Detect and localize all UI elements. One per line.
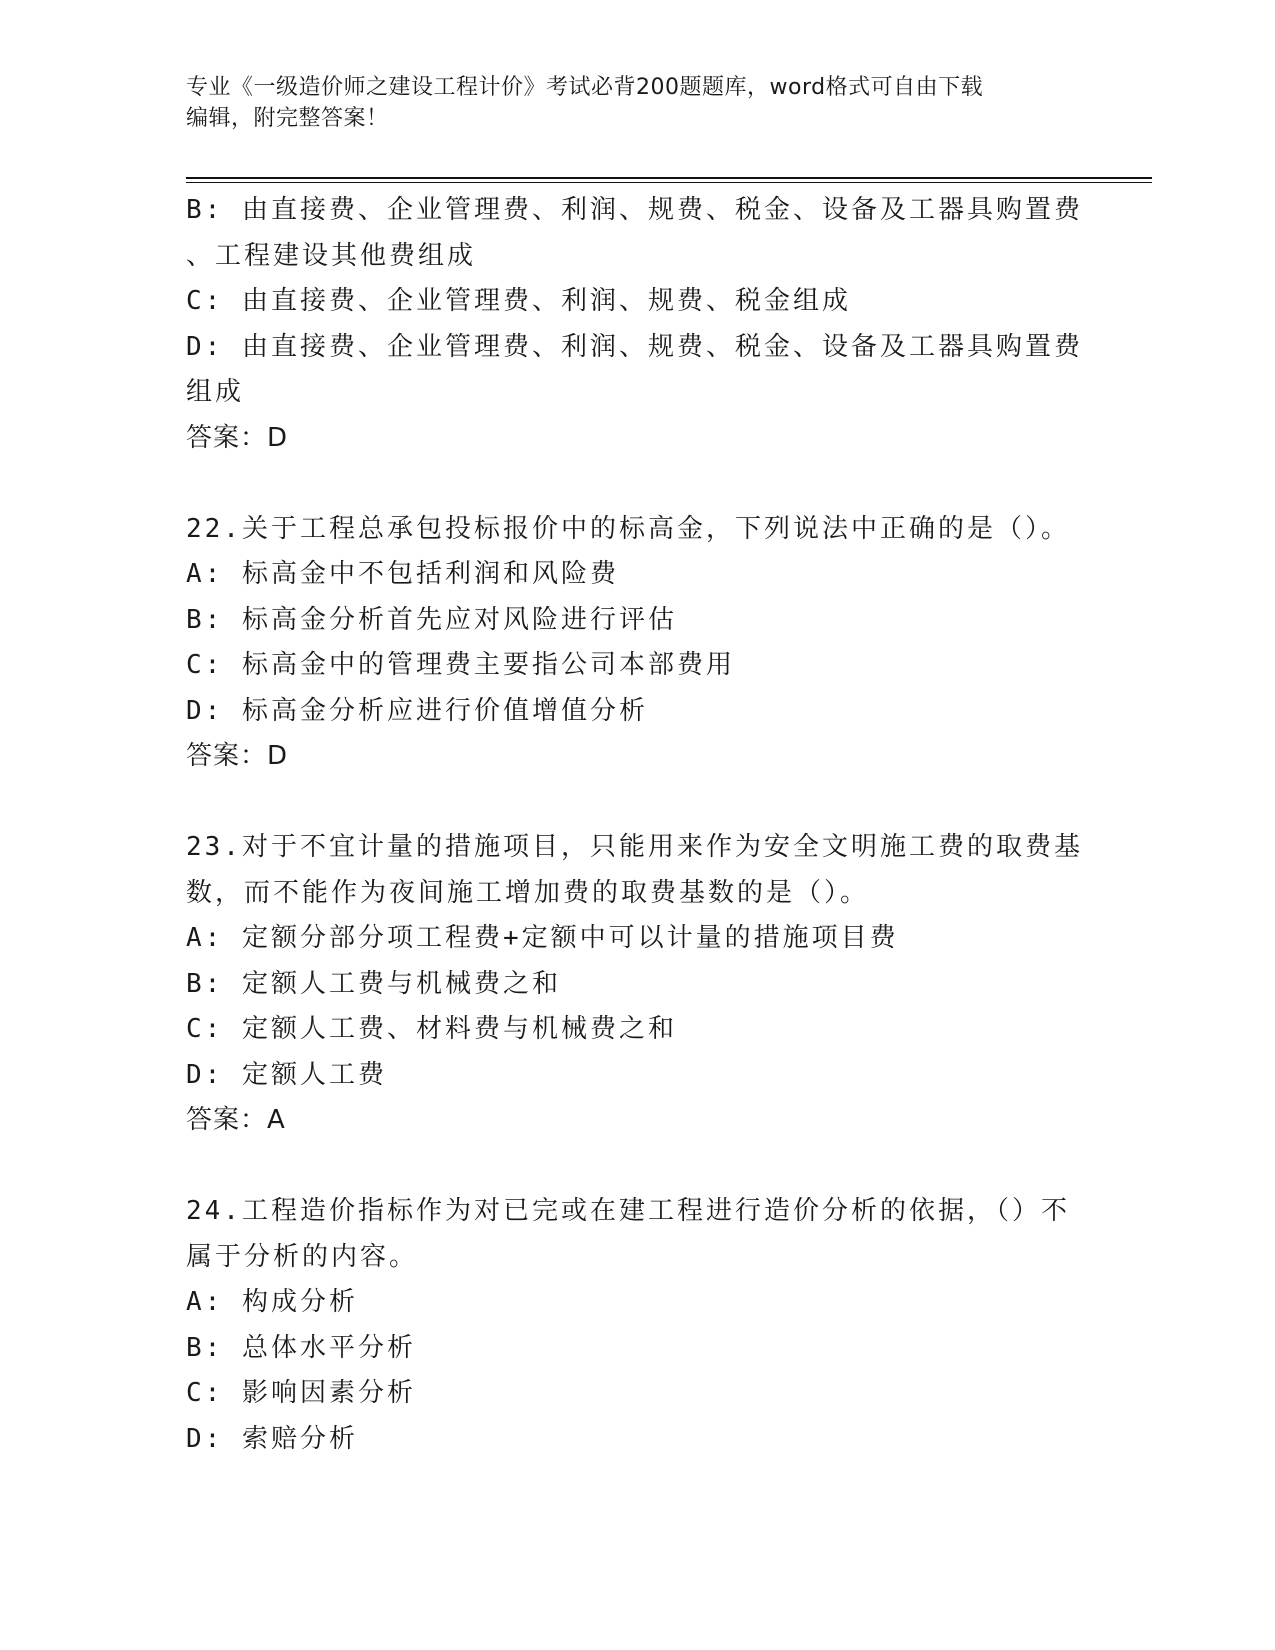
option-b: B: 总体水平分析 bbox=[186, 1332, 416, 1363]
question-content bbox=[186, 188, 1086, 1462]
option-c: C: 定额人工费、材料费与机械费之和 bbox=[186, 1014, 677, 1044]
spacer bbox=[186, 461, 1086, 507]
question-stem: 22.关于工程总承包投标报价中的标高金，下列说法中正确的是（）。 bbox=[186, 513, 1070, 544]
option-b-continued: 、工程建设其他费组成 bbox=[186, 240, 477, 271]
option-d: D: 标高金分析应进行价值增值分析 bbox=[186, 695, 648, 726]
answer: 答案：D bbox=[186, 422, 289, 453]
option-c: C: 由直接费、企业管理费、利润、规费、税金组成 bbox=[186, 286, 851, 316]
option-b: B: 标高金分析首先应对风险进行评估 bbox=[186, 604, 677, 635]
option-a: A: 构成分析 bbox=[186, 1287, 358, 1317]
header-divider-thick bbox=[186, 177, 1152, 179]
header-line-2: 编辑，附完整答案！ bbox=[186, 106, 389, 131]
question-stem-continued: 属于分析的内容。 bbox=[186, 1241, 419, 1272]
question-stem-continued: 数，而不能作为夜间施工增加费的取费基数的是（）。 bbox=[186, 877, 870, 908]
question-stem: 24.工程造价指标作为对已完或在建工程进行造价分析的依据，（）不 bbox=[186, 1196, 1070, 1226]
option-d: D: 索赔分析 bbox=[186, 1423, 358, 1454]
question-23 bbox=[186, 825, 1086, 1144]
option-b: B: 定额人工费与机械费之和 bbox=[186, 968, 561, 999]
option-a: A: 定额分部分项工程费+定额中可以计量的措施项目费 bbox=[186, 923, 899, 953]
option-d-continued: 组成 bbox=[186, 377, 245, 407]
question-21-tail bbox=[186, 188, 1086, 461]
spacer bbox=[186, 1144, 1086, 1190]
question-stem: 23.对于不宜计量的措施项目，只能用来作为安全文明施工费的取费基 bbox=[186, 832, 1083, 862]
header-line-1: 专业《一级造价师之建设工程计价》考试必背200题题库，word格式可自由下载 bbox=[186, 75, 984, 100]
option-d: D: 由直接费、企业管理费、利润、规费、税金、设备及工器具购置费 bbox=[186, 331, 1083, 362]
question-24 bbox=[186, 1189, 1086, 1462]
option-c: C: 标高金中的管理费主要指公司本部费用 bbox=[186, 650, 735, 680]
option-a: A: 标高金中不包括利润和风险费 bbox=[186, 559, 619, 589]
document-header bbox=[186, 72, 1086, 134]
spacer bbox=[186, 780, 1086, 826]
option-c: C: 影响因素分析 bbox=[186, 1378, 416, 1408]
answer: 答案：D bbox=[186, 741, 289, 771]
question-22 bbox=[186, 507, 1086, 780]
option-b: B: 由直接费、企业管理费、利润、规费、税金、设备及工器具购置费 bbox=[186, 195, 1083, 225]
header-divider-thin bbox=[186, 182, 1152, 183]
answer: 答案：A bbox=[186, 1105, 286, 1135]
option-d: D: 定额人工费 bbox=[186, 1059, 387, 1090]
